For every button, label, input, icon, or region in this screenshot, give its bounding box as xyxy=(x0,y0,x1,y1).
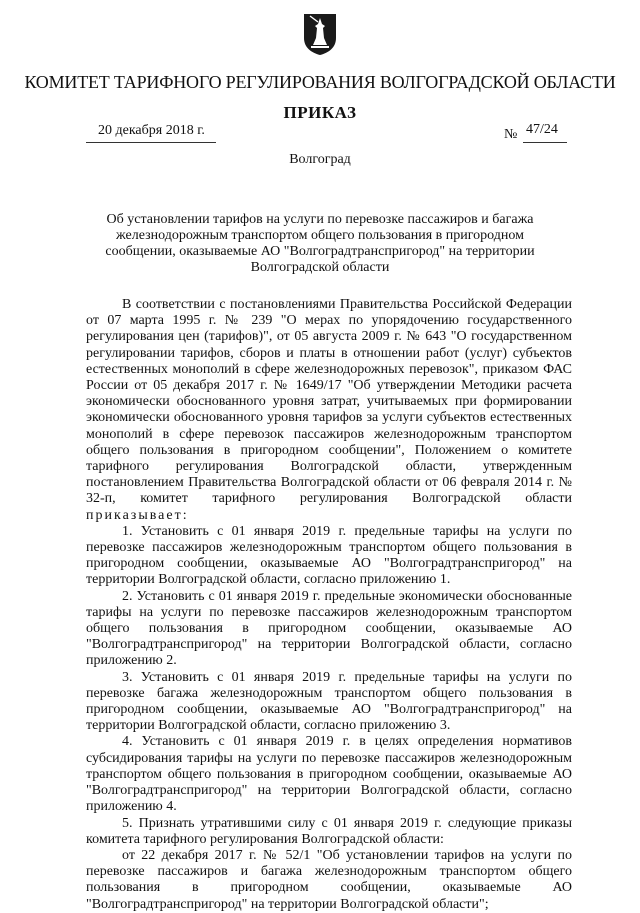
document-body xyxy=(86,297,572,913)
volgograd-coat-of-arms-icon xyxy=(302,12,338,56)
city: Волгоград xyxy=(289,152,351,167)
item-3: 3. Установить с 01 января 2019 г. предельные тарифы на услуги по перевозке багажа железнодорожным транспортом общего пользования в пригородном сообщении, оказываемые АО "Волгоградтранспригород" на территории Волгоградской области, согласно приложению 3. xyxy=(86,669,572,734)
order-word: приказывает: xyxy=(86,507,189,523)
item-5-subitem: от 22 декабря 2017 г. № 52/1 "Об установлении тарифов на услуги по перевозке пассажиров и багажа железнодорожным транспортом общего пользования в пригородном сообщении, оказываемые АО "Волгоградтранспригород" на территории Волгоградской области"; xyxy=(86,847,572,912)
item-2: 2. Установить с 01 января 2019 г. предельные экономически обоснованные тарифы на услуги по перевозке пассажиров железнодорожным транспортом общего пользования в пригородном сообщении, оказываемые АО "Волгоградтранспригород" на территории Волгоградской области, согласно приложению 2. xyxy=(86,588,572,669)
order-date: 20 декабря 2018 г. xyxy=(98,123,205,138)
committee-name: КОМИТЕТ ТАРИФНОГО РЕГУЛИРОВАНИЯ ВОЛГОГРАДСКОЙ ОБЛАСТИ xyxy=(24,72,616,92)
item-1: 1. Установить с 01 января 2019 г. предельные тарифы на услуги по перевозке пассажиров железнодорожным транспортом общего пользования в пригородном сообщении, оказываемые АО "Волгоградтранспригород" на территории Волгоградской области, согласно приложению 1. xyxy=(86,523,572,588)
order-number: 47/24 xyxy=(526,122,558,137)
preamble-paragraph xyxy=(86,297,572,524)
item-4: 4. Установить с 01 января 2019 г. в целях определения нормативов субсидирования тарифы на услуги по перевозке пассажиров железнодорожным транспортом общего пользования в пригородном сообщении, оказываемые АО "Волгоградтранспригород" на территории Волгоградской области, согласно приложению 4. xyxy=(86,734,572,815)
number-sign: № xyxy=(504,127,518,142)
number-underline xyxy=(523,142,567,143)
document-title: Об установлении тарифов на услуги по перевозке пассажиров и багажа железнодорожным транспортом общего пользования в пригородном сообщении, оказываемые АО "Волгоградтранспригород" на территории Волгоградской области xyxy=(105,212,535,275)
preamble-text: В соответствии с постановлениями Правительства Российской Федерации от 07 марта 1995 г. № 239 "О мерах по упорядочению государственного регулирования цен (тарифов)", от 05 августа 2009 г. № 643 "О государственном регулировании тарифов, сборов и платы в отношении работ (услуг) субъектов естественных монополий в сфере железнодорожных перевозок", приказом ФАС России от 05 декабря 2017 г. № 1649/17 "Об утверждении Методики расчета экономически обоснованного уровня затрат, учитываемых при формировании экономически обоснованного уровня тарифов за услуги субъектов естественных монополий в сфере перевозок пассажиров железнодорожным транспортом общего пользования в пригородном сообщении", Положением о комитете тарифного регулирования Волгоградской области, утвержденным постановлением Правительства Волгоградской области от 06 февраля 2014 г. № 32-п, комитет тарифного регулирования Волгоградской области xyxy=(86,297,572,507)
date-underline xyxy=(86,142,216,143)
document-type: ПРИКАЗ xyxy=(283,103,357,122)
item-5: 5. Признать утратившими силу с 01 января 2019 г. следующие приказы комитета тарифного регулирования Волгоградской области: xyxy=(86,815,572,847)
